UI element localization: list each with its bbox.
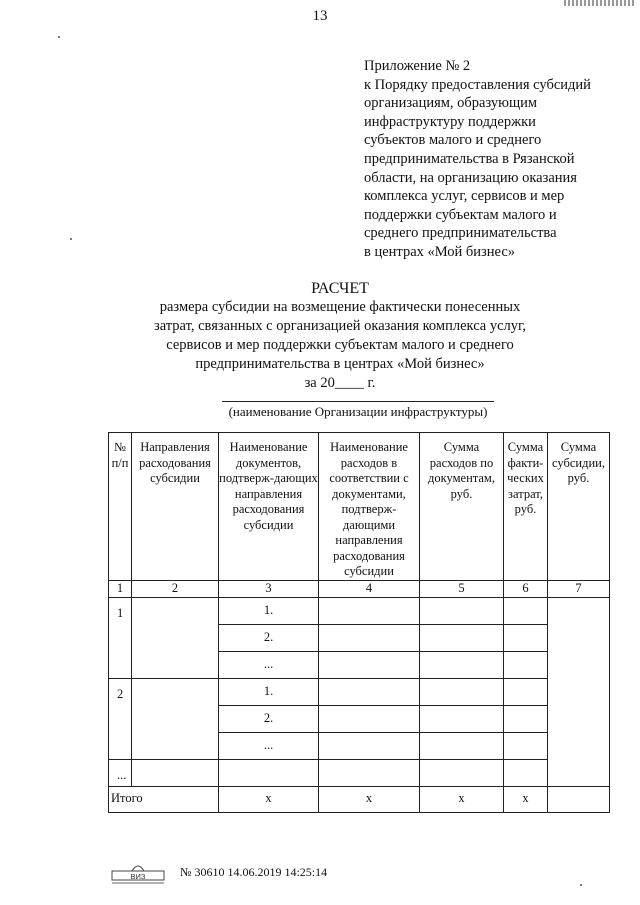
subsidy-cell: [548, 678, 610, 705]
subtitle-period: за 20____ г.: [304, 375, 376, 391]
subsidy-cell: [548, 624, 610, 651]
scan-speck: [58, 36, 60, 38]
expense-cell: [319, 732, 420, 759]
appendix-line: инфраструктуру поддержки: [364, 113, 536, 130]
actual-cell: [504, 678, 548, 705]
column-number: 1: [109, 580, 132, 597]
document-item: 2.: [219, 705, 319, 732]
appendix-line: комплекса услуг, сервисов и мер: [364, 188, 565, 205]
appendix-line: Приложение № 2: [364, 58, 471, 74]
document-item: ...: [219, 732, 319, 759]
amount-cell: [420, 624, 504, 651]
subsidy-cell: [548, 651, 610, 678]
column-number: 4: [319, 580, 420, 597]
column-number: 6: [504, 580, 548, 597]
scan-speck: [70, 238, 72, 240]
page-number: 13: [312, 8, 328, 24]
expense-cell: [319, 705, 420, 732]
total-label: Итого: [109, 786, 219, 812]
expense-cell: [319, 759, 420, 786]
header-cell: № п/п: [109, 433, 132, 581]
scan-speck: [580, 884, 582, 886]
column-number: 3: [219, 580, 319, 597]
actual-cell: [504, 759, 548, 786]
total-mark: x: [504, 786, 548, 812]
appendix-block: [364, 57, 634, 262]
document-item: 1.: [219, 678, 319, 705]
subsidy-cell: [548, 597, 610, 624]
expense-cell: [319, 678, 420, 705]
document-item: 2.: [219, 624, 319, 651]
subtitle-line: затрат, связанных с организацией оказания комплекса услуг,: [154, 318, 526, 334]
row-number: 2: [109, 678, 132, 759]
document-title: РАСЧЕТ: [311, 280, 369, 297]
logo-text: ВИЗ: [130, 872, 146, 881]
document-item: ...: [219, 651, 319, 678]
appendix-line: к Порядку предоставления субсидий: [364, 76, 591, 93]
actual-cell: [504, 705, 548, 732]
column-number: 5: [420, 580, 504, 597]
appendix-line: области, на организацию оказания: [364, 169, 577, 186]
column-number-row: [109, 580, 610, 597]
appendix-line: поддержки субъектам малого и: [364, 206, 557, 223]
appendix-line: среднего предпринимательства: [364, 225, 557, 242]
amount-cell: [420, 678, 504, 705]
direction-cell: [132, 759, 219, 786]
amount-cell: [420, 732, 504, 759]
actual-cell: [504, 597, 548, 624]
subsidy-cell: [548, 759, 610, 786]
expense-cell: [319, 597, 420, 624]
appendix-line: в центрах «Мой бизнес»: [364, 243, 516, 260]
total-mark: x: [219, 786, 319, 812]
header-cell: Наименование документов, подтверж-дающих направления расходования субсидии: [219, 433, 319, 581]
subtitle-line: сервисов и мер поддержки субъектам малого и среднего: [166, 337, 514, 353]
row-number: 1: [109, 597, 132, 678]
subtitle-line: предпринимательства в центрах «Мой бизнес»: [195, 356, 485, 372]
header-cell: Направления расходования субсидии: [132, 433, 219, 581]
appendix-line: организациям, образующим: [364, 95, 538, 112]
total-row: [109, 786, 610, 812]
document-footer: [108, 858, 327, 886]
document-item: 1.: [219, 597, 319, 624]
document-item: [219, 759, 319, 786]
table-row: [109, 759, 610, 786]
direction-cell: [132, 597, 219, 678]
direction-cell: [132, 678, 219, 759]
header-cell: Сумма субсидии, руб.: [548, 433, 610, 581]
org-name-blank-line: [222, 401, 494, 402]
amount-cell: [420, 705, 504, 732]
registry-logo-icon: [108, 859, 168, 885]
row-number: ...: [109, 759, 132, 786]
column-number: 2: [132, 580, 219, 597]
amount-cell: [420, 759, 504, 786]
actual-cell: [504, 651, 548, 678]
table-row: [109, 597, 610, 624]
header-cell: Сумма факти-ческих затрат, руб.: [504, 433, 548, 581]
calculation-table: [108, 432, 610, 813]
total-mark: x: [420, 786, 504, 812]
column-number: 7: [548, 580, 610, 597]
header-cell: Наименование расходов в соответствии с документами, подтверж-дающими направления расходования субсидии: [319, 433, 420, 581]
actual-cell: [504, 732, 548, 759]
registration-stamp: № 30610 14.06.2019 14:25:14: [180, 864, 328, 879]
subtitle-line: размера субсидии на возмещение фактически понесенных: [159, 299, 521, 315]
expense-cell: [319, 651, 420, 678]
subsidy-cell: [548, 732, 610, 759]
amount-cell: [420, 597, 504, 624]
scan-artifact: [564, 0, 634, 6]
expense-cell: [319, 624, 420, 651]
table-row: [109, 678, 610, 705]
subsidy-cell: [548, 705, 610, 732]
total-mark: x: [319, 786, 420, 812]
org-name-caption: (наименование Организации инфраструктуры): [228, 404, 488, 419]
appendix-line: предпринимательства в Рязанской: [364, 150, 575, 167]
actual-cell: [504, 624, 548, 651]
total-subsidy-cell: [548, 786, 610, 812]
appendix-line: субъектов малого и среднего: [364, 132, 542, 149]
table-header-row: [109, 433, 610, 581]
amount-cell: [420, 651, 504, 678]
header-cell: Сумма расходов по документам, руб.: [420, 433, 504, 581]
document-subtitle: [0, 298, 640, 393]
